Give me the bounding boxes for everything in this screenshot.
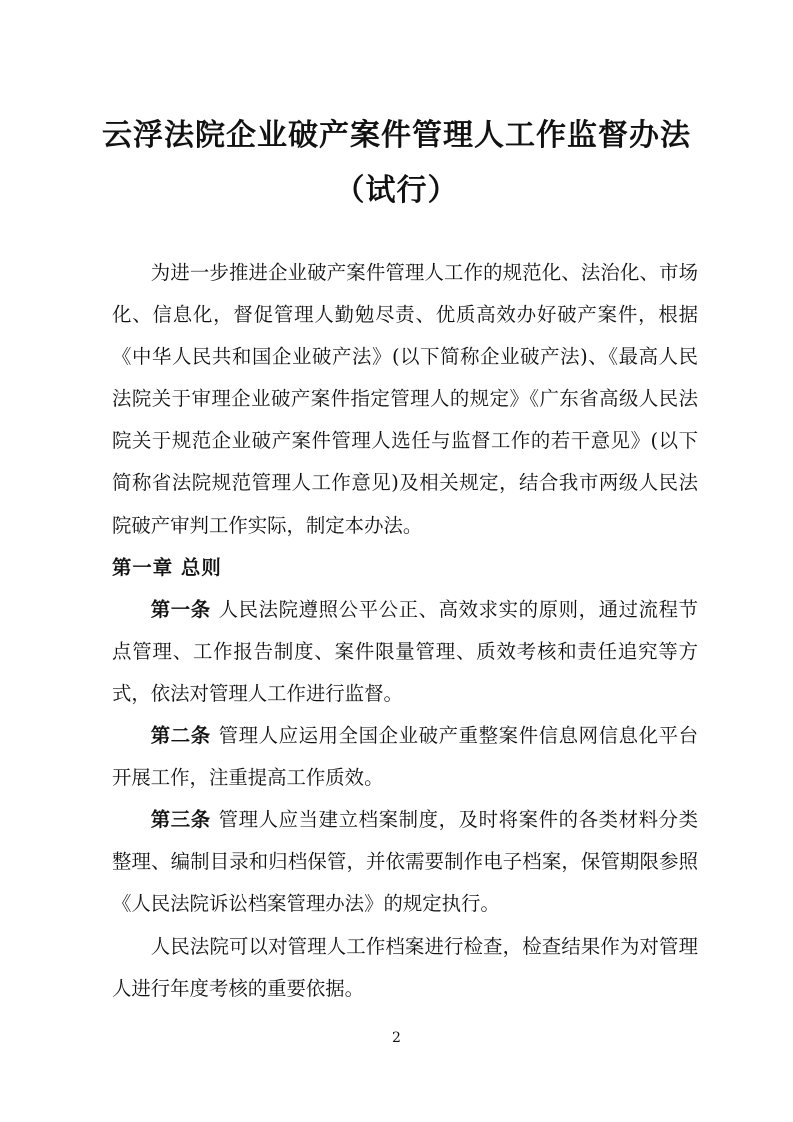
document-body [112, 252, 698, 1010]
article-1-text: 人民法院遵照公平公正、高效求实的原则，通过流程节点管理、工作报告制度、案件限量管理、质效考核和责任追究等方式，依法对管理人工作进行监督。 [112, 597, 699, 705]
article-2 [112, 715, 698, 799]
article-1 [112, 589, 698, 715]
article-1-label: 第一条 [150, 597, 211, 621]
article-3-label: 第三条 [150, 808, 211, 832]
article-3-text: 管理人应当建立档案制度，及时将案件的各类材料分类整理、编制目录和归档保管，并依需要制作电子档案，保管期限参照《人民法院诉讼档案管理办法》的规定执行。 [112, 808, 699, 916]
page-number: 2 [392, 1030, 401, 1046]
article-3 [112, 799, 698, 925]
document-title: 云浮法院企业破产案件管理人工作监督办法 [102, 118, 691, 153]
article-3-paragraph-2: 人民法院可以对管理人工作档案进行检查，检查结果作为对管理人进行年度考核的重要依据。 [112, 934, 698, 1000]
article-2-text: 管理人应运用全国企业破产重整案件信息网信息化平台开展工作，注重提高工作质效。 [112, 724, 699, 790]
preamble-paragraph: 为进一步推进企业破产案件管理人工作的规范化、法治化、市场化、信息化，督促管理人勤勉尽责、优质高效办好破产案件，根据《中华人民共和国企业破产法》(以下简称企业破产法)、《最高人民法院关于审理企业破产案件指定管理人的规定》《广东省高级人民法院关于规范企业破产案件管理人选任与监督工作的若干意见》(以下简称省法院规范管理人工作意见)及相关规定，结合我市两级人民法院破产审判工作实际，制定本办法。 [112, 261, 698, 537]
chapter-heading: 第一章 总则 [112, 555, 222, 579]
document-subtitle: （试行） [334, 173, 459, 208]
article-2-label: 第二条 [150, 724, 211, 748]
